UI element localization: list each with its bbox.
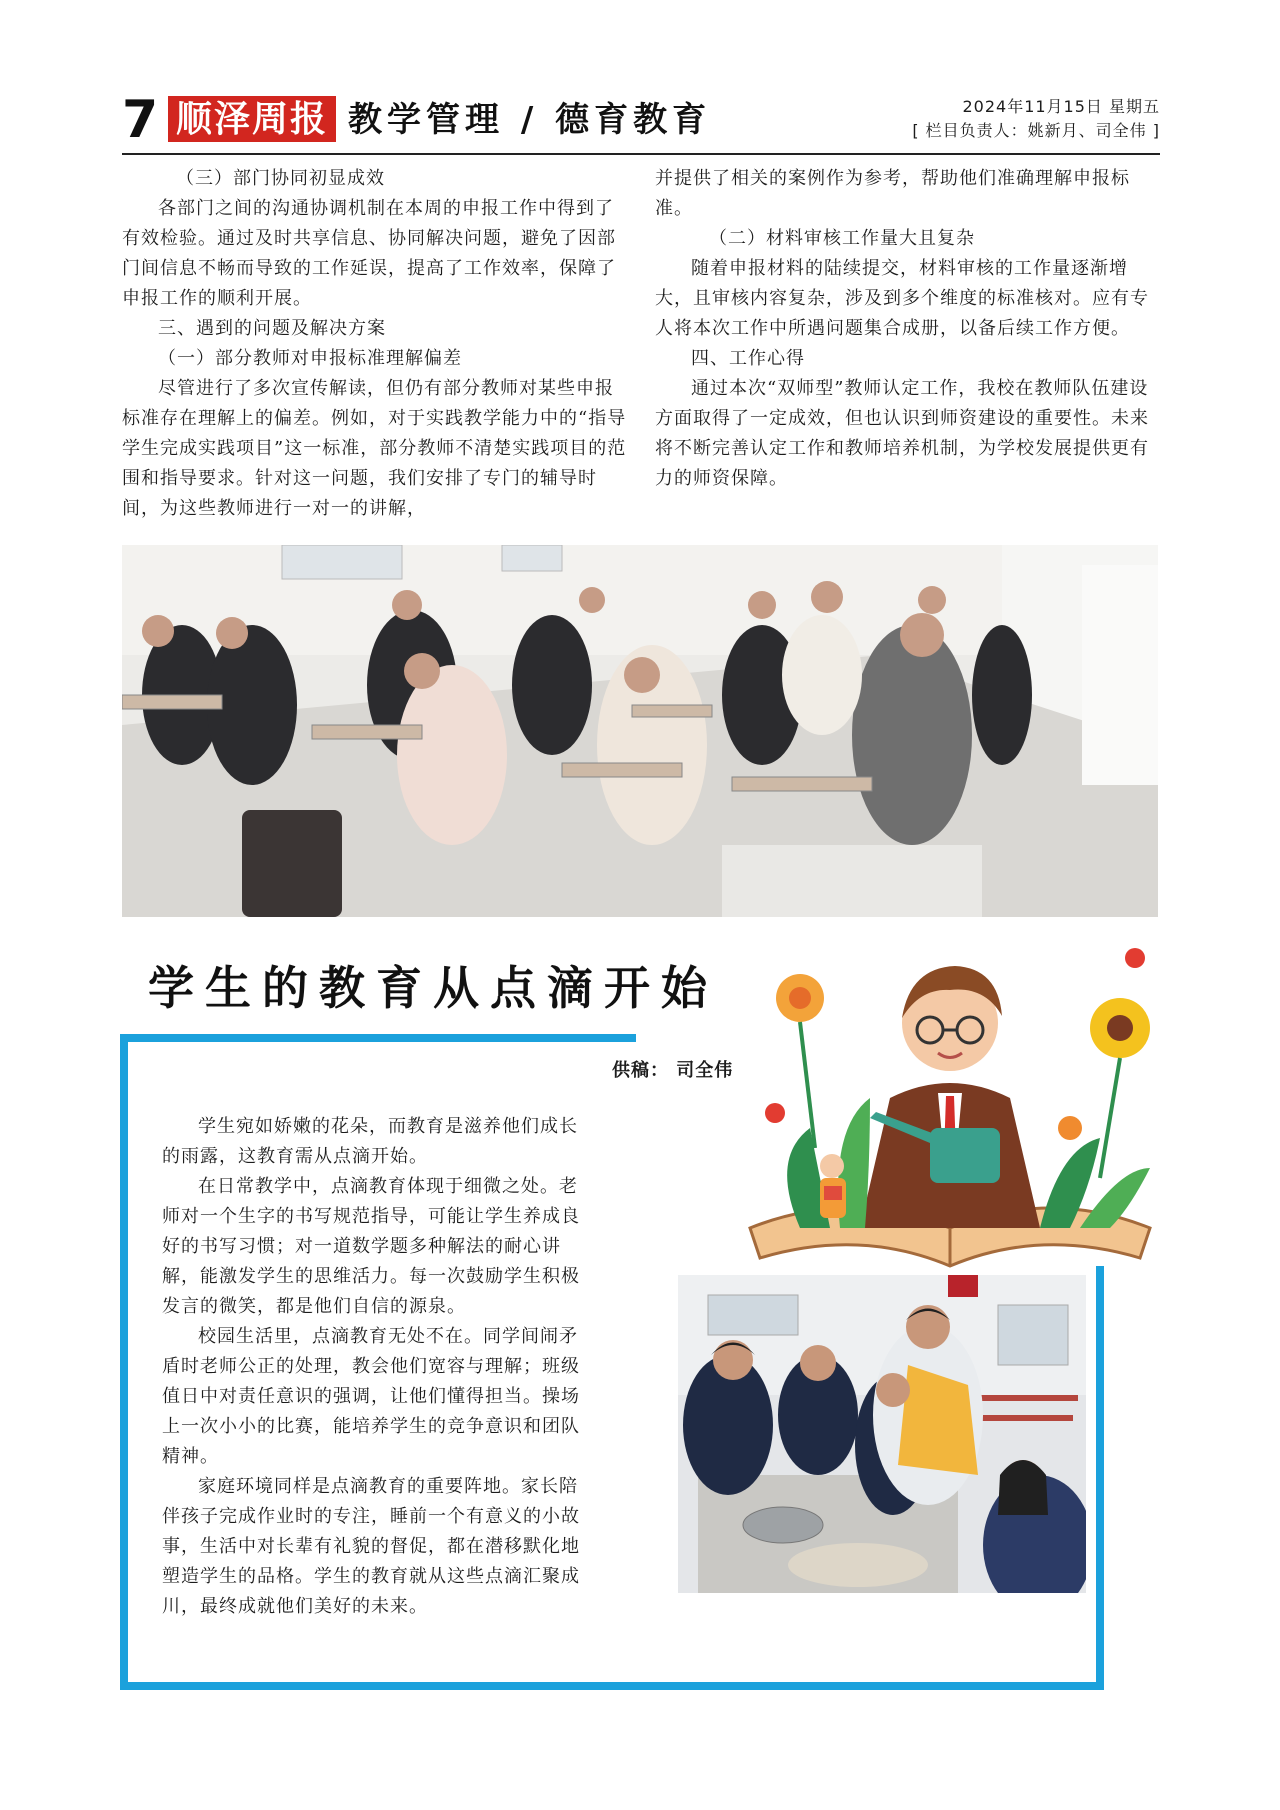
- article-paragraph: 尽管进行了多次宣传解读，但仍有部分教师对某些申报标准存在理解上的偏差。例如，对于实践教学能力中的“指导学生完成实践项目”这一标准，部分教师不清楚实践项目的范围和指导要求。针对这一问题，我们安排了专门的辅导时间，为这些教师进行一对一的讲解，: [122, 378, 627, 519]
- feature-paragraph: 在日常教学中，点滴教育体现于细微之处。老师对一个生字的书写规范指导，可能让学生养成良好的书写习惯；对一道数学题多种解法的耐心讲解，能激发学生的思维活力。每一次鼓励学生积极发言的微笑，都是他们自信的源泉。: [162, 1176, 580, 1317]
- feature-body: [162, 1112, 592, 1622]
- article-paragraph: （二）材料审核工作量大且复杂: [709, 228, 975, 249]
- article-paragraph: 三、遇到的问题及解决方案: [158, 318, 386, 339]
- article-paragraph: （三）部门协同初显成效: [176, 168, 385, 189]
- issue-date: 2024年11月15日 星期五: [962, 97, 1160, 116]
- page-number: 7: [122, 90, 159, 150]
- article-paragraph: 四、工作心得: [691, 348, 805, 369]
- frame-right-border: [1096, 1266, 1104, 1690]
- teachers-exam-photo: [122, 545, 1158, 917]
- article-paragraph: 并提供了相关的案例作为参考，帮助他们准确理解申报标准。: [655, 168, 1130, 219]
- frame-left-border: [120, 1034, 128, 1690]
- feature-byline: 供稿： 司全伟: [612, 1060, 734, 1081]
- section-title: 教学管理 / 德育教育: [348, 100, 712, 140]
- article-paragraph: 随着申报材料的陆续提交，材料审核的工作量逐渐增大，且审核内容复杂，涉及到多个维度的标准核对。应有专人将本次工作中所遇问题集合成册，以备后续工作方便。: [655, 258, 1149, 339]
- frame-bottom-border: [120, 1682, 1104, 1690]
- article-paragraph: （一）部分教师对申报标准理解偏差: [158, 348, 462, 369]
- article-right-column: [655, 164, 1160, 494]
- students-dumplings-photo: [678, 1275, 1086, 1593]
- header-rule: [122, 153, 1160, 155]
- article-paragraph: 各部门之间的沟通协调机制在本周的申报工作中得到了有效检验。通过及时共享信息、协同解决问题，避免了因部门间信息不畅而导致的工作延误，提高了工作效率，保障了申报工作的顺利开展。: [122, 198, 616, 309]
- teacher-illustration: [740, 928, 1160, 1276]
- feature-paragraph: 学生宛如娇嫩的花朵，而教育是滋养他们成长的雨露，这教育需从点滴开始。: [162, 1116, 578, 1167]
- feature-paragraph: 家庭环境同样是点滴教育的重要阵地。家长陪伴孩子完成作业时的专注，睡前一个有意义的小故事，生活中对长辈有礼貌的督促，都在潜移默化地塑造学生的品格。学生的教育就从这些点滴汇聚成川，最终成就他们美好的未来。: [162, 1476, 580, 1617]
- article-paragraph: 通过本次“双师型”教师认定工作，我校在教师队伍建设方面取得了一定成效，但也认识到师资建设的重要性。未来将不断完善认定工作和教师培养机制，为学校发展提供更有力的师资保障。: [655, 378, 1149, 489]
- article-left-column: [122, 164, 632, 524]
- column-editors: [ 栏目负责人：姚新月、司全伟 ]: [912, 121, 1160, 140]
- newspaper-logo: 顺泽周报: [168, 96, 336, 142]
- feature-title: 学生的教育从点滴开始: [148, 961, 718, 1015]
- feature-paragraph: 校园生活里，点滴教育无处不在。同学间闹矛盾时老师公正的处理，教会他们宽容与理解；班级值日中对责任意识的强调，让他们懂得担当。操场上一次小小的比赛，能培养学生的竞争意识和团队精神。: [162, 1326, 580, 1467]
- frame-top-border: [120, 1034, 636, 1042]
